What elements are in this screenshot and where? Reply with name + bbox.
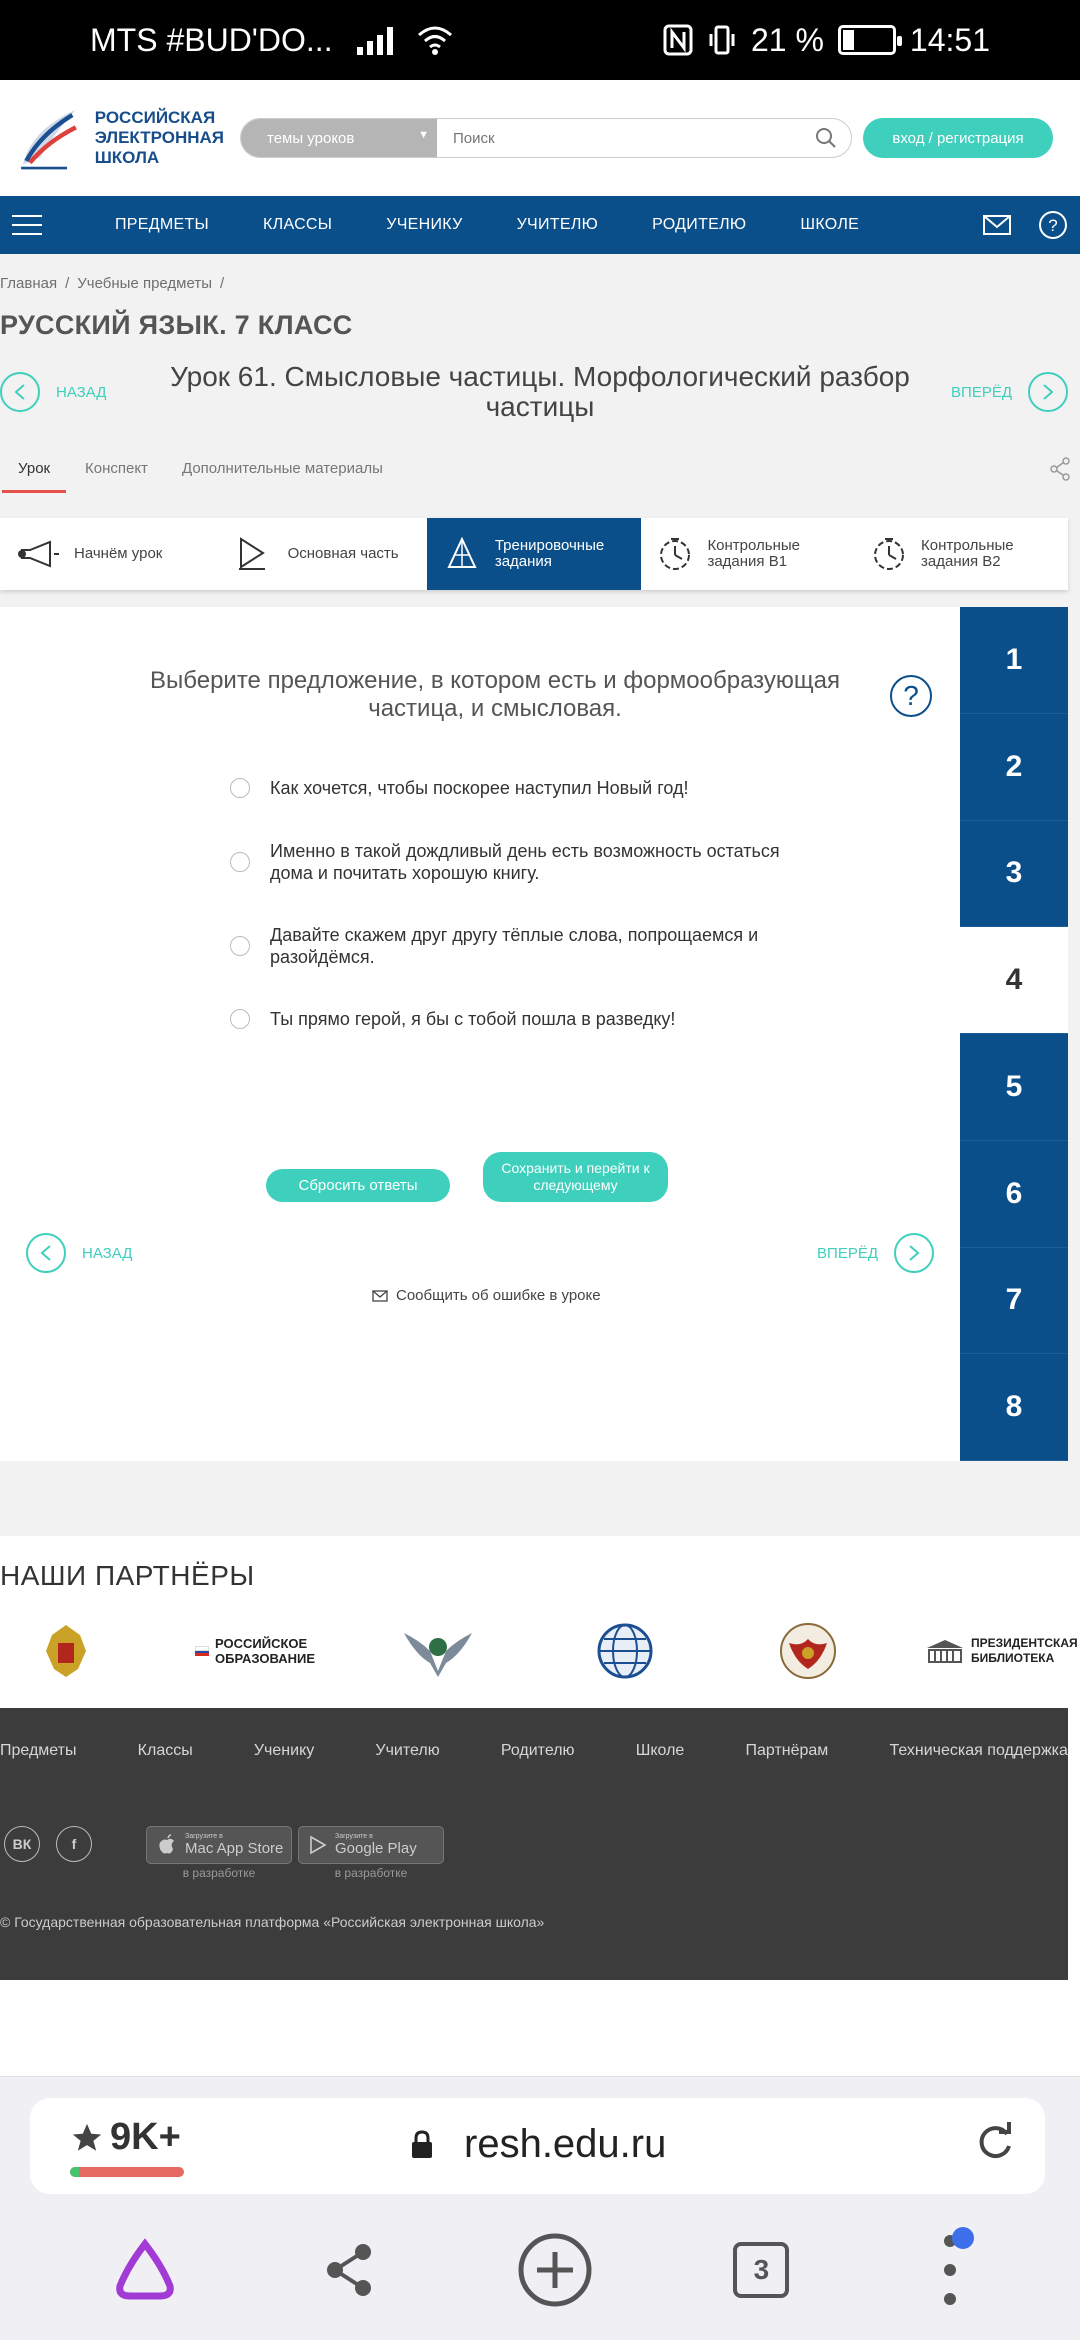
nav-item-subjects[interactable]: ПРЕДМЕТЫ <box>115 216 210 233</box>
partner-logo-emblem-russia[interactable] <box>40 1616 92 1686</box>
question-number-1[interactable]: 1 <box>960 607 1068 714</box>
logo-line: ЭЛЕКТРОННАЯ <box>94 128 224 147</box>
question-number-6[interactable]: 6 <box>960 1141 1068 1248</box>
clock: 14:51 <box>909 21 990 58</box>
site-footer <box>0 1708 1068 1980</box>
question-help-button[interactable]: ? <box>890 675 932 717</box>
megaphone-icon <box>16 539 60 569</box>
partner-logo-ministry[interactable] <box>400 1616 476 1686</box>
tab-extra-materials[interactable]: Дополнительные материалы <box>182 460 383 477</box>
battery-percent: 21 % <box>750 21 824 58</box>
lock-icon <box>410 2130 434 2160</box>
logo-line: РОССИЙСКАЯ <box>94 108 216 127</box>
footer-link[interactable]: Классы <box>137 1742 193 1759</box>
browser-bottom-nav <box>0 2220 1080 2320</box>
radio-button[interactable] <box>230 852 250 872</box>
new-tab-icon[interactable] <box>517 2232 593 2308</box>
step-start-lesson[interactable] <box>0 518 214 590</box>
answer-option[interactable] <box>230 924 790 968</box>
lesson-steps <box>0 518 1068 590</box>
store-small-label: Загрузите в <box>185 1833 223 1840</box>
search-icon[interactable] <box>801 119 851 157</box>
help-icon[interactable] <box>1038 210 1068 240</box>
flag-icon <box>195 1646 209 1656</box>
battery-icon <box>838 25 896 55</box>
signal-icon <box>357 25 393 55</box>
menu-icon[interactable] <box>12 215 42 235</box>
status-bar <box>0 0 1080 80</box>
chevron-left-icon <box>0 372 40 412</box>
store-name: Google Play <box>335 1840 417 1857</box>
store-note: в разработке <box>182 1866 256 1880</box>
partner-logo-globe[interactable] <box>590 1616 660 1686</box>
pyramid-icon <box>443 537 481 571</box>
step-control-b2[interactable] <box>854 518 1068 590</box>
logo-text <box>95 108 224 168</box>
logo-feather-icon <box>14 98 85 178</box>
save-next-button[interactable]: Сохранить и перейти к следующему <box>483 1152 668 1202</box>
partners-title: НАШИ ПАРТНЁРЫ <box>0 1560 255 1591</box>
wifi-icon <box>417 25 453 55</box>
site-rating[interactable] <box>70 2116 184 2177</box>
step-label: Тренировочные задания <box>494 537 605 570</box>
footer-link[interactable]: Ученику <box>253 1742 315 1759</box>
partner-logo-presidential-library[interactable] <box>925 1616 1078 1686</box>
eagle-emblem-icon <box>775 1621 841 1681</box>
chevron-right-icon <box>894 1233 934 1273</box>
url-text: resh.edu.ru <box>464 2122 667 2166</box>
alice-assistant-icon[interactable] <box>110 2238 180 2302</box>
logo-line: ШКОЛА <box>94 148 160 167</box>
question-number-2[interactable]: 2 <box>960 714 1068 821</box>
mail-icon[interactable] <box>982 210 1012 240</box>
task-back-label: НАЗАД <box>82 1244 133 1262</box>
share-icon[interactable] <box>321 2240 377 2300</box>
question-number-5[interactable]: 5 <box>960 1034 1068 1141</box>
lesson-tabs <box>0 452 1080 488</box>
radio-button[interactable] <box>230 1009 250 1029</box>
step-main-part[interactable] <box>214 518 428 590</box>
breadcrumb <box>0 275 224 292</box>
nav-item-classes[interactable]: КЛАССЫ <box>263 216 333 233</box>
radio-button[interactable] <box>230 936 250 956</box>
search-input[interactable] <box>437 119 801 157</box>
star-icon <box>70 2121 104 2155</box>
footer-link[interactable]: Учителю <box>375 1742 440 1759</box>
breadcrumb-separator: / <box>65 275 70 292</box>
site-logo[interactable] <box>14 98 224 178</box>
login-button[interactable]: вход / регистрация <box>863 118 1053 158</box>
address-bar[interactable] <box>30 2098 1045 2194</box>
coat-of-arms-icon <box>40 1621 92 1681</box>
apple-icon <box>157 1834 177 1856</box>
reset-answers-button[interactable]: Сбросить ответы <box>266 1169 450 1202</box>
breadcrumb-home[interactable]: Главная <box>0 275 58 292</box>
more-menu-icon[interactable] <box>930 2235 970 2305</box>
store-small-label: Загрузите в <box>335 1833 373 1840</box>
chevron-down-icon: ▼ <box>418 129 429 141</box>
play-document-icon <box>230 537 274 571</box>
breadcrumb-subjects[interactable]: Учебные предметы <box>77 275 212 292</box>
step-control-b1[interactable] <box>641 518 855 590</box>
answer-text: Ты прямо герой, я бы с тобой пошла в разведку! <box>270 1009 676 1029</box>
lesson-back-label: НАЗАД <box>56 383 107 401</box>
question-number-4[interactable]: 4 <box>960 927 1068 1034</box>
share-icon[interactable] <box>1048 456 1072 482</box>
chevron-left-icon <box>26 1233 66 1273</box>
ministry-emblem-icon <box>400 1621 476 1681</box>
lesson-forward-button[interactable] <box>951 372 1068 412</box>
task-forward-button[interactable] <box>817 1233 934 1273</box>
task-forward-label: ВПЕРЁД <box>817 1244 878 1262</box>
rating-bar <box>70 2167 184 2177</box>
google-play-badge[interactable] <box>298 1826 444 1880</box>
nav-item-school[interactable]: ШКОЛЕ <box>800 216 860 233</box>
carrier-name: MTS #BUD'DO... <box>90 21 333 58</box>
answer-text: Давайте скажем друг другу тёплые слова, попрощаемся и разойдёмся. <box>270 925 759 967</box>
partner-logo-russian-education[interactable] <box>195 1616 325 1686</box>
question-number-3[interactable]: 3 <box>960 821 1068 928</box>
store-note: в разработке <box>334 1866 408 1880</box>
google-play-icon <box>309 1835 327 1855</box>
nav-item-parent[interactable]: РОДИТЕЛЮ <box>652 216 747 233</box>
topics-select[interactable] <box>241 119 437 157</box>
mac-app-store-badge[interactable] <box>146 1826 292 1880</box>
notification-dot <box>952 2227 974 2249</box>
nav-item-student[interactable]: УЧЕНИКУ <box>386 216 463 233</box>
globe-icon <box>590 1621 660 1681</box>
radio-button[interactable] <box>230 778 250 798</box>
main-nav <box>0 196 1080 254</box>
library-building-icon <box>925 1638 965 1664</box>
rating-value: 9K+ <box>110 2116 181 2158</box>
envelope-icon <box>372 1290 388 1302</box>
topics-select-value: темы уроков <box>267 129 355 147</box>
svg-text:?: ? <box>1048 216 1058 235</box>
store-name: Mac App Store <box>185 1840 284 1857</box>
lesson-header <box>0 356 1080 428</box>
question-text: Выберите предложение, в котором есть и формообразующая частица, и смысловая. <box>150 667 840 722</box>
question-number-8[interactable]: 8 <box>960 1354 1068 1461</box>
step-label: Начнём урок <box>74 545 163 562</box>
vk-icon[interactable]: ВК <box>4 1826 40 1862</box>
course-title: РУССКИЙ ЯЗЫК. 7 КЛАСС <box>0 310 353 340</box>
footer-link[interactable]: Партнёрам <box>745 1742 829 1759</box>
timer-icon <box>870 536 907 572</box>
task-back-button[interactable] <box>26 1233 132 1273</box>
copyright-text: © Государственная образовательная платформа «Российская электронная школа» <box>0 1914 545 1930</box>
footer-link[interactable]: Родителю <box>500 1742 575 1759</box>
partner-logo-eagle[interactable] <box>775 1616 841 1686</box>
question-number-7[interactable]: 7 <box>960 1248 1068 1355</box>
tabs-count-button[interactable]: 3 <box>733 2242 789 2298</box>
vibrate-icon <box>707 24 737 56</box>
chevron-right-icon <box>1028 372 1068 412</box>
footer-link[interactable]: Техническая поддержка <box>889 1742 1068 1759</box>
partners-section <box>0 1536 1080 1708</box>
answer-option[interactable] <box>230 1008 790 1030</box>
step-label: Контрольные задания В1 <box>707 537 801 570</box>
tab-summary[interactable]: Конспект <box>85 460 148 477</box>
breadcrumb-separator: / <box>220 275 225 292</box>
step-label: Основная часть <box>287 545 399 562</box>
timer-icon <box>657 536 694 572</box>
answer-text: Именно в такой дождливый день есть возможность остаться дома и почитать хорошую книгу. <box>270 841 780 883</box>
partner-logo-text: ПРЕЗИДЕНТСКАЯ БИБЛИОТЕКА <box>971 1636 1078 1665</box>
lesson-forward-label: ВПЕРЁД <box>951 383 1012 401</box>
facebook-icon[interactable]: f <box>56 1826 92 1862</box>
lesson-title: Урок 61. Смысловые частицы. Морфологический разбор частицы <box>170 361 910 422</box>
answer-option[interactable] <box>230 777 790 799</box>
question-navigator <box>960 607 1068 1461</box>
tab-lesson[interactable]: Урок <box>18 460 51 477</box>
nfc-icon <box>663 24 693 56</box>
reload-icon[interactable] <box>973 2120 1017 2164</box>
answer-option[interactable] <box>230 840 790 884</box>
footer-link[interactable]: Предметы <box>0 1742 77 1759</box>
search-bar <box>240 118 852 158</box>
partner-logo-text: РОССИЙСКОЕ ОБРАЗОВАНИЕ <box>215 1636 315 1666</box>
report-error-link[interactable] <box>372 1287 601 1304</box>
lesson-back-button[interactable] <box>0 372 106 412</box>
report-error-label: Сообщить об ошибке в уроке <box>396 1287 601 1304</box>
nav-item-teacher[interactable]: УЧИТЕЛЮ <box>516 216 599 233</box>
footer-link[interactable]: Школе <box>635 1742 685 1759</box>
answer-text: Как хочется, чтобы поскорее наступил Новый год! <box>270 778 689 798</box>
step-label: Контрольные задания В2 <box>921 537 1014 570</box>
step-training-tasks[interactable] <box>427 518 641 590</box>
task-card <box>0 607 960 1461</box>
site-header <box>0 80 1080 196</box>
